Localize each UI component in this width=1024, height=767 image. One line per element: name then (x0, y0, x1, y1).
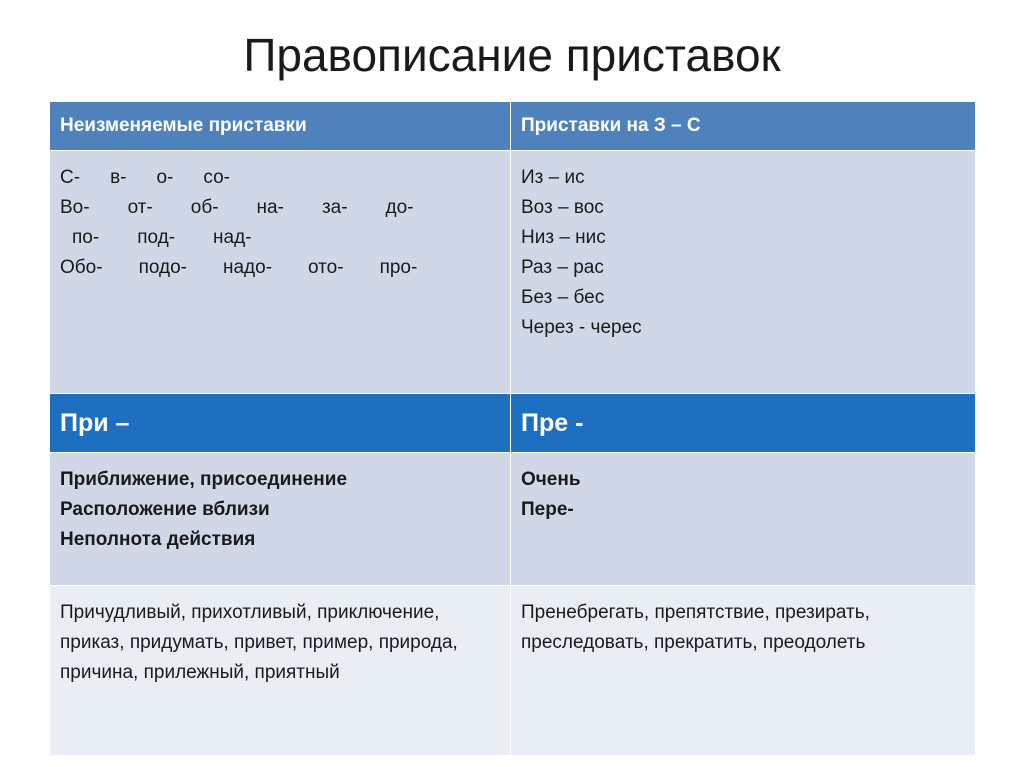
table-row (50, 453, 976, 586)
prefix: подо- (138, 257, 187, 278)
prefix-pair: Раз – рас (521, 257, 604, 278)
pri-examples-cell (50, 586, 511, 756)
prefix: над- (213, 227, 252, 248)
table-row (50, 151, 976, 394)
prefix: ото- (308, 257, 344, 278)
pri-meanings-cell (50, 453, 511, 586)
meaning: Неполнота действия (60, 529, 256, 550)
prefix-line (60, 223, 500, 253)
prefix: про- (379, 257, 418, 278)
table-row (50, 586, 976, 756)
section-header-row (50, 394, 976, 453)
prefix-rules-table (49, 101, 976, 756)
prefix-pair: Низ – нис (521, 227, 606, 248)
z-s-prefixes-cell (511, 151, 976, 394)
prefix: об- (190, 197, 219, 218)
prefix-pair: Из – ис (521, 167, 585, 188)
prefix: на- (256, 197, 284, 218)
meaning: Пере- (521, 499, 574, 520)
prefix: Обо- (60, 257, 103, 278)
pri-examples: Причудливый, прихотливый, приключение, приказ, придумать, привет, пример, природа, причина, прилежный, приятный (60, 602, 458, 683)
header-z-s-prefixes: Приставки на З – С (511, 102, 976, 151)
meaning: Расположение вблизи (60, 499, 270, 520)
prefix: под- (137, 227, 176, 248)
prefix: в- (110, 167, 127, 188)
section-header-pre: Пре - (511, 394, 976, 453)
prefix-pair: Без – бес (521, 287, 605, 308)
slide-title: Правописание приставок (243, 29, 781, 81)
table-header-row (50, 102, 976, 151)
prefix: Во- (60, 197, 90, 218)
prefix: С- (60, 167, 81, 188)
section-header-pri: При – (50, 394, 511, 453)
header-unchanged-prefixes: Неизменяемые приставки (50, 102, 511, 151)
meaning: Приближение, присоединение (60, 469, 348, 490)
prefix: о- (156, 167, 174, 188)
prefix: по- (72, 227, 100, 248)
prefix-pair: Через - черес (521, 317, 642, 338)
prefix: со- (203, 167, 230, 188)
unchanged-prefixes-cell (50, 151, 511, 394)
pre-meanings-cell (511, 453, 976, 586)
prefix-line (60, 163, 500, 193)
prefix: от- (127, 197, 153, 218)
meaning: Очень (521, 469, 581, 490)
prefix: надо- (222, 257, 273, 278)
pre-examples: Пренебрегать, препятствие, презирать, преследовать, прекратить, преодолеть (521, 602, 870, 653)
pre-examples-cell (511, 586, 976, 756)
prefix-line (60, 253, 500, 283)
prefix-pair: Воз – вос (521, 197, 604, 218)
prefix: за- (321, 197, 348, 218)
prefix-line (60, 193, 500, 223)
prefix: до- (385, 197, 414, 218)
